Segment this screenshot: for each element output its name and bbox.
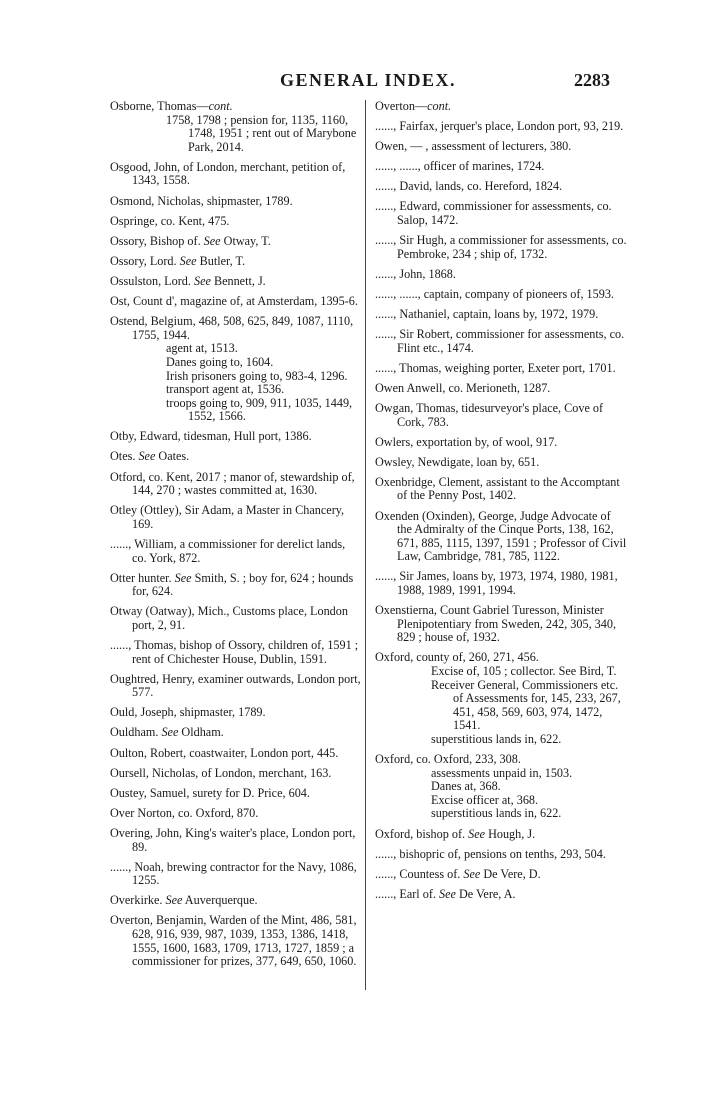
- index-entry: [375, 570, 627, 597]
- entry-heading: ......, David, lands, co. Hereford, 1824.: [375, 179, 563, 194]
- index-entry: [110, 673, 362, 700]
- see-reference: See: [193, 273, 211, 288]
- index-entry: [110, 726, 362, 740]
- index-entry: [375, 160, 627, 174]
- entry-heading: Oxford, bishop of.: [375, 826, 466, 841]
- entry-reference-target: Bennett, J.: [213, 273, 266, 288]
- page-header: [110, 70, 610, 94]
- entry-heading: Oustey, Samuel, surety for D. Price, 604.: [110, 785, 310, 800]
- index-entry: [110, 538, 362, 565]
- index-subentry: 1758, 1798 ; pension for, 1135, 1160, 1748, 1951 ; rent out of Marybone Park, 2014.: [166, 112, 357, 154]
- entry-heading: ......, Sir Hugh, a commissioner for assessments, co. Pembroke, 234 ; ship of, 1732.: [375, 233, 627, 261]
- entry-reference-target: De Vere, D.: [483, 866, 541, 881]
- index-entry: [375, 308, 627, 322]
- index-entry: [110, 894, 362, 908]
- see-reference: See: [179, 253, 197, 268]
- entry-heading: Ould, Joseph, shipmaster, 1789.: [110, 705, 266, 720]
- entry-heading: Overton—: [375, 99, 428, 113]
- index-subentry: Irish prisoners going to, 983-4, 1296.: [166, 368, 348, 383]
- index-entry: [375, 328, 627, 355]
- index-entry: [110, 787, 362, 801]
- entry-heading: ......, Countess of.: [375, 866, 461, 881]
- index-entry: [375, 828, 627, 842]
- page-number: 2283: [574, 70, 610, 90]
- entry-heading: Oxford, co. Oxford, 233, 308.: [375, 752, 521, 767]
- entry-heading: Owen Anwell, co. Merioneth, 1287.: [375, 380, 551, 395]
- entry-heading: Ossory, Lord.: [110, 253, 177, 268]
- index-entry: [110, 861, 362, 888]
- index-subentry: Receiver General, Commissioners etc. of Assessments for, 145, 233, 267, 451, 458, 569, 603, 974, 1472, 1541.: [431, 677, 621, 733]
- see-reference: See: [174, 570, 192, 585]
- index-entry: [375, 436, 627, 450]
- entry-reference-target: Otway, T.: [223, 233, 271, 248]
- entry-heading: Otford, co. Kent, 2017 ; manor of, stewardship of, 144, 270 ; wastes committed at, 1630.: [110, 469, 355, 498]
- entry-reference-target: Hough, J.: [488, 826, 536, 841]
- entry-heading: Ost, Count d', magazine of, at Amsterdam, 1395-6.: [110, 294, 358, 309]
- index-subentry: Excise of, 105 ; collector. See Bird, T.: [431, 664, 617, 678]
- index-entry: [110, 914, 362, 968]
- entry-heading: Otway (Oatway), Mich., Customs place, London port, 2, 91.: [110, 604, 348, 632]
- entry-heading: Oxenbridge, Clement, assistant to the Accomptant of the Penny Post, 1402.: [375, 474, 620, 503]
- index-subentry: transport agent at, 1536.: [166, 382, 285, 397]
- index-entry: [375, 476, 627, 503]
- entry-heading: ......, Sir James, loans by, 1973, 1974, 1980, 1981, 1988, 1989, 1991, 1994.: [375, 569, 618, 598]
- index-entry: [110, 161, 362, 188]
- entry-heading: Osmond, Nicholas, shipmaster, 1789.: [110, 193, 293, 208]
- entry-heading: Ossulston, Lord.: [110, 273, 191, 288]
- index-entry: [110, 275, 362, 289]
- index-entry: [110, 235, 362, 249]
- entry-heading: Ouldham.: [110, 725, 159, 740]
- entry-heading: ......, Thomas, bishop of Ossory, children of, 1591 ; rent of Chichester House, Dublin, 1591.: [110, 638, 359, 666]
- entry-heading: ......, ......, officer of marines, 1724.: [375, 159, 545, 174]
- entry-continued: cont.: [427, 99, 452, 113]
- index-subentry: superstitious lands in, 622.: [431, 806, 562, 821]
- entry-heading: ......, William, a commissioner for derelict lands, co. York, 872.: [110, 536, 346, 565]
- index-entry: [375, 362, 627, 376]
- entry-heading: Oulton, Robert, coastwaiter, London port, 445.: [110, 745, 339, 760]
- index-subentry: assessments unpaid in, 1503.: [431, 765, 573, 780]
- entry-heading: Overkirke.: [110, 893, 163, 908]
- entry-heading: Otter hunter.: [110, 570, 172, 585]
- index-entry: [110, 471, 362, 498]
- index-entry: [375, 100, 627, 114]
- column-divider: [365, 100, 366, 990]
- index-entry: [110, 504, 362, 531]
- entry-heading: Oxford, county of, 260, 271, 456.: [375, 650, 539, 665]
- entry-heading: Owen, — , assessment of lecturers, 380.: [375, 139, 572, 154]
- entry-continued: cont.: [208, 99, 233, 113]
- entry-heading: Otby, Edward, tidesman, Hull port, 1386.: [110, 429, 312, 444]
- see-reference: See: [468, 826, 486, 841]
- entry-heading: ......, John, 1868.: [375, 266, 456, 281]
- index-subentry: troops going to, 909, 911, 1035, 1449, 1552, 1566.: [166, 395, 353, 424]
- entry-heading: Otes.: [110, 449, 136, 464]
- index-entry: [110, 195, 362, 209]
- entry-heading: ......, Sir Robert, commissioner for assessments, co. Flint etc., 1474.: [375, 327, 625, 355]
- entry-heading: ......, bishopric of, pensions on tenths, 293, 504.: [375, 846, 606, 861]
- entry-reference-target: Butler, T.: [199, 253, 246, 268]
- entry-heading: ......, Noah, brewing contractor for the Navy, 1086, 1255.: [110, 859, 357, 888]
- index-subentry: superstitious lands in, 622.: [431, 731, 562, 746]
- index-entry: [110, 100, 362, 154]
- index-entry: [375, 268, 627, 282]
- index-entry: [375, 456, 627, 470]
- right-column: [375, 100, 627, 908]
- see-reference: See: [161, 725, 179, 740]
- index-subentry: agent at, 1513.: [166, 341, 238, 356]
- index-entry: [110, 215, 362, 229]
- entry-heading: ......, Thomas, weighing porter, Exeter port, 1701.: [375, 360, 616, 375]
- entry-heading: Osgood, John, of London, merchant, petition of, 1343, 1558.: [110, 159, 346, 188]
- index-entry: [110, 605, 362, 632]
- index-entry: [375, 234, 627, 261]
- entry-reference-target: Smith, S. ; boy for, 624 ; hounds for, 624.: [132, 570, 354, 599]
- page-title: GENERAL INDEX.: [280, 70, 457, 90]
- index-entry: [375, 140, 627, 154]
- entry-heading: Owsley, Newdigate, loan by, 651.: [375, 454, 540, 469]
- entry-heading: Otley (Ottley), Sir Adam, a Master in Chancery, 169.: [110, 503, 345, 531]
- entry-reference-target: Oates.: [158, 449, 190, 464]
- entry-heading: ......, Nathaniel, captain, loans by, 1972, 1979.: [375, 307, 599, 322]
- index-subentry: Danes going to, 1604.: [166, 354, 274, 369]
- index-entry: [375, 888, 627, 902]
- index-subentry: Excise officer at, 368.: [431, 792, 539, 807]
- see-reference: See: [165, 893, 183, 908]
- index-entry: [375, 180, 627, 194]
- entry-heading: Oughtred, Henry, examiner outwards, London port, 577.: [110, 671, 361, 700]
- see-reference: See: [138, 449, 156, 464]
- index-entry: [375, 288, 627, 302]
- index-entry: [375, 382, 627, 396]
- entry-heading: Ospringe, co. Kent, 475.: [110, 213, 230, 228]
- entry-heading: ......, Fairfax, jerquer's place, London port, 93, 219.: [375, 119, 624, 134]
- see-reference: See: [463, 866, 481, 881]
- index-entry: [375, 200, 627, 227]
- entry-heading: Overing, John, King's waiter's place, London port, 89.: [110, 825, 356, 854]
- entry-heading: Ostend, Belgium, 468, 508, 625, 849, 1087, 1110, 1755, 1944.: [110, 314, 354, 342]
- entry-reference-target: Auverquerque.: [184, 893, 258, 908]
- entry-heading: Owgan, Thomas, tidesurveyor's place, Cove of Cork, 783.: [375, 401, 604, 429]
- index-entry: [375, 604, 627, 645]
- index-entry: [110, 315, 362, 424]
- index-entry: [375, 868, 627, 882]
- index-entry: [110, 747, 362, 761]
- entry-reference-target: De Vere, A.: [458, 886, 516, 901]
- entry-heading: Ossory, Bishop of.: [110, 233, 201, 248]
- left-column: [110, 100, 362, 975]
- index-entry: [110, 450, 362, 464]
- entry-heading: Overton, Benjamin, Warden of the Mint, 486, 581, 628, 916, 939, 987, 1039, 1353, 1386, 1418, 1555, 1600, 1683, 1709, 1713, 1727, 1859 ; a commissioner for prizes, 377, 649, 650, 1060.: [110, 913, 357, 969]
- index-entry: [375, 510, 627, 564]
- index-entry: [110, 572, 362, 599]
- entry-heading: Over Norton, co. Oxford, 870.: [110, 805, 259, 820]
- entry-heading: Osborne, Thomas—: [110, 99, 209, 113]
- entry-heading: Owlers, exportation by, of wool, 917.: [375, 434, 558, 449]
- see-reference: See: [203, 233, 221, 248]
- index-entry: [375, 402, 627, 429]
- index-entry: [110, 827, 362, 854]
- index-entry: [110, 807, 362, 821]
- entry-heading: ......, Earl of.: [375, 886, 436, 901]
- index-entry: [110, 295, 362, 309]
- index-entry: [110, 706, 362, 720]
- entry-heading: Oxenden (Oxinden), George, Judge Advocate of the Admiralty of the Cinque Ports, 138, 162, 671, 885, 1115, 1397, 1591 ; Professor of Civil Law, Cambridge, 781, 785, 1122.: [375, 508, 627, 564]
- index-subentry: Danes at, 368.: [431, 779, 501, 794]
- index-entry: [110, 255, 362, 269]
- entry-heading: ......, ......, captain, company of pioneers of, 1593.: [375, 286, 614, 301]
- index-entry: [110, 639, 362, 666]
- index-entry: [110, 430, 362, 444]
- index-entry: [110, 767, 362, 781]
- entry-heading: Oxenstierna, Count Gabriel Turesson, Minister Plenipotentiary from Sweden, 242, 305, 340, 829 ; house of, 1932.: [375, 603, 617, 645]
- see-reference: See: [438, 886, 456, 901]
- index-entry: [375, 651, 627, 746]
- index-entry: [375, 120, 627, 134]
- entry-reference-target: Oldham.: [181, 725, 224, 740]
- index-entry: [375, 848, 627, 862]
- entry-heading: ......, Edward, commissioner for assessments, co. Salop, 1472.: [375, 199, 612, 228]
- entry-heading: Oursell, Nicholas, of London, merchant, 163.: [110, 765, 332, 780]
- index-entry: [375, 753, 627, 821]
